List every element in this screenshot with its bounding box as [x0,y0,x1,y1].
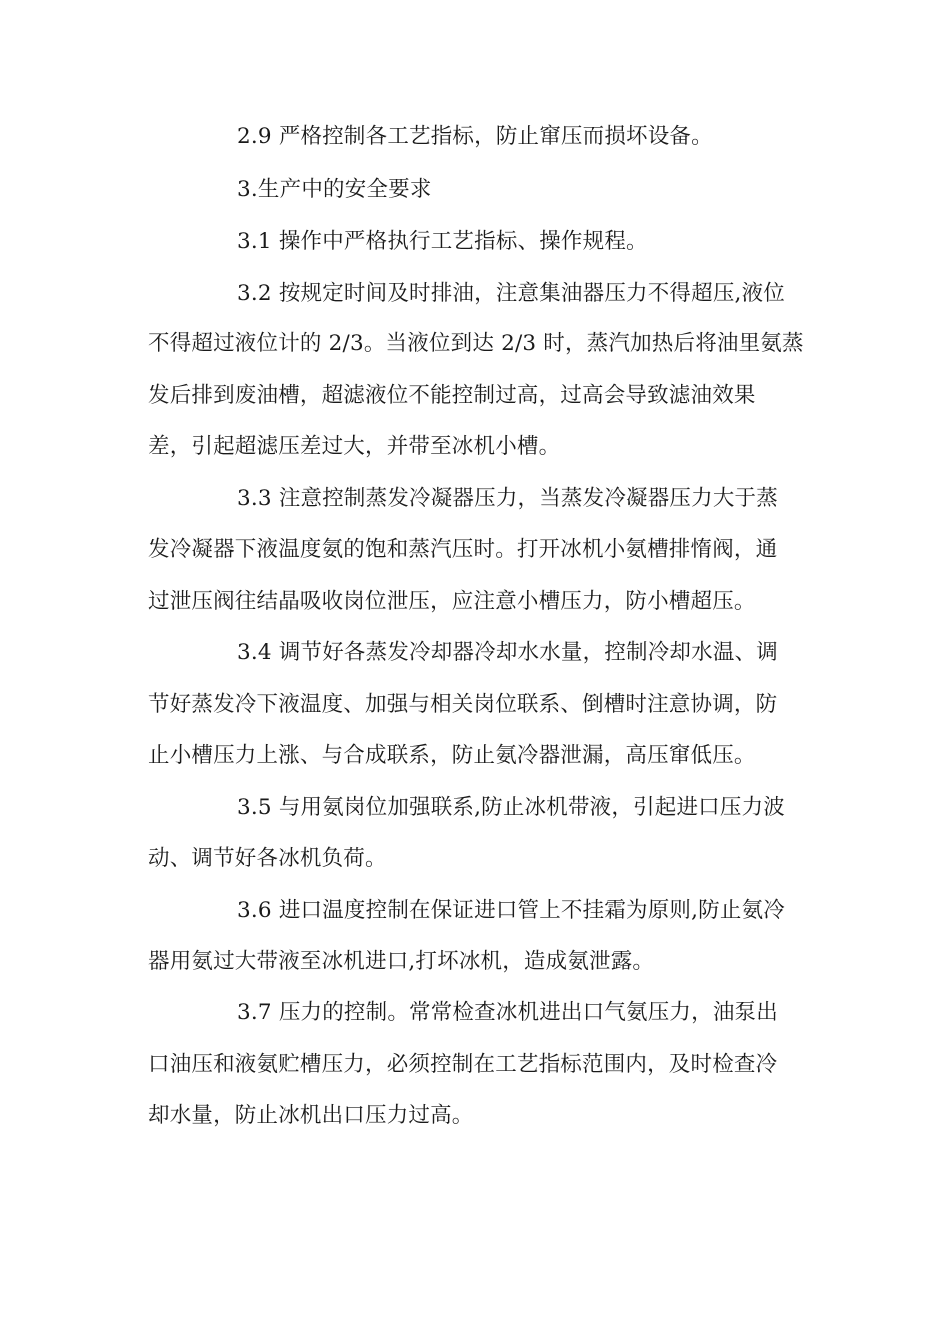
paragraph-3-4-line-1: 3.4 调节好各蒸发冷却器冷却水水量，控制冷却水温、调 [237,640,778,665]
paragraph-3-2-line-1: 3.2 按规定时间及时排油，注意集油器压力不得超压,液位 [237,281,785,306]
paragraph-3-1-line: 3.1 操作中严格执行工艺指标、操作规程。 [237,229,648,254]
paragraph-3-5-line-1: 3.5 与用氨岗位加强联系,防止冰机带液，引起进口压力波 [237,795,785,820]
paragraph-2-9-line: 2.9 严格控制各工艺指标，防止窜压而损坏设备。 [237,124,713,149]
paragraph-3-2-line-4: 差，引起超滤压差过大，并带至冰机小槽。 [148,434,561,459]
paragraph-3-7-line-1: 3.7 压力的控制。常常检查冰机进出口气氨压力，油泵出 [237,1000,778,1025]
section-3-heading: 3.生产中的安全要求 [237,177,432,202]
paragraph-3-4-line-3: 止小槽压力上涨、与合成联系，防止氨冷器泄漏，高压窜低压。 [148,743,756,768]
paragraph-3-7-line-3: 却水量，防止冰机出口压力过高。 [148,1103,474,1128]
paragraph-3-4-line-2: 节好蒸发冷下液温度、加强与相关岗位联系、倒槽时注意协调，防 [148,692,778,717]
paragraph-3-5-line-2: 动、调节好各冰机负荷。 [148,846,387,871]
paragraph-3-3-line-3: 过泄压阀往结晶吸收岗位泄压，应注意小槽压力，防小槽超压。 [148,589,756,614]
paragraph-3-7-line-2: 口油压和液氨贮槽压力，必须控制在工艺指标范围内，及时检查冷 [148,1052,778,1077]
paragraph-3-6-line-2: 器用氨过大带液至冰机进口,打坏冰机，造成氨泄露。 [148,949,655,974]
paragraph-3-6-line-1: 3.6 进口温度控制在保证进口管上不挂霜为原则,防止氨冷 [237,898,785,923]
paragraph-3-3-line-2: 发冷凝器下液温度氨的饱和蒸汽压时。打开冰机小氨槽排惰阀，通 [148,537,778,562]
paragraph-3-2-line-3: 发后排到废油槽，超滤液位不能控制过高，过高会导致滤油效果 [148,383,756,408]
paragraph-3-3-line-1: 3.3 注意控制蒸发冷凝器压力，当蒸发冷凝器压力大于蒸 [237,486,778,511]
paragraph-3-2-line-2: 不得超过液位计的 2/3。当液位到达 2/3 时，蒸汽加热后将油里氨蒸 [148,331,804,356]
